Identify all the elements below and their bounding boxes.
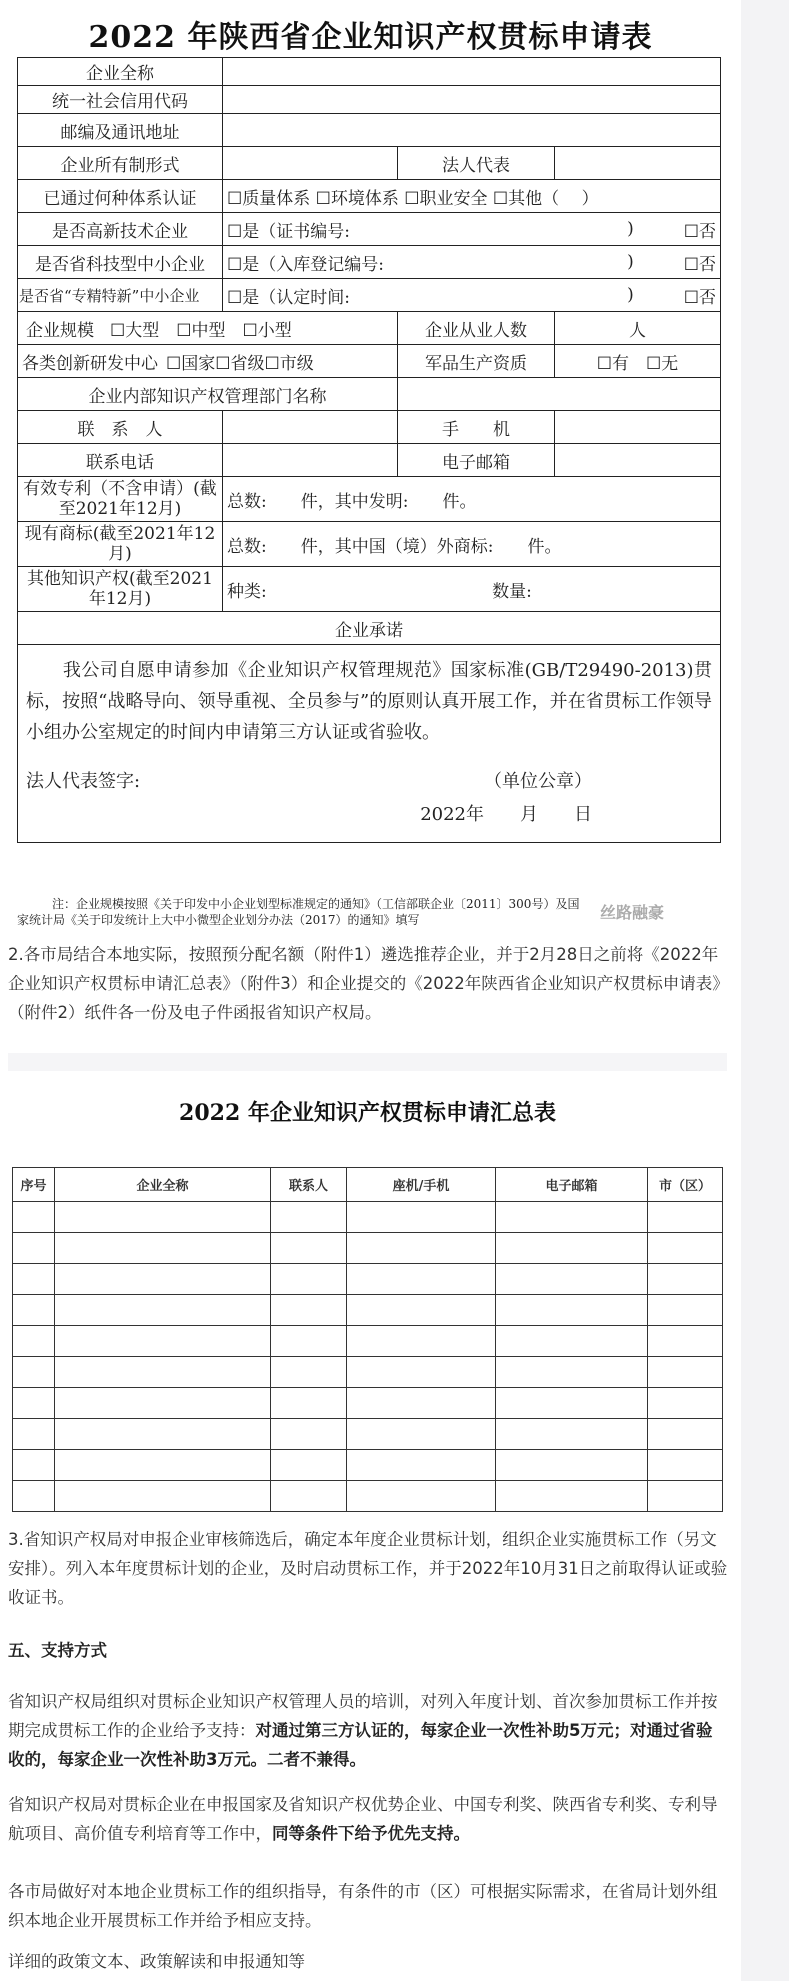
trademark-label: 现有商标(截至2021年12月) [18, 522, 223, 567]
table-row [13, 1326, 723, 1357]
special-close: ) [627, 285, 634, 305]
email-cell [555, 444, 721, 477]
sme-yes: ☐是（入库登记编号: [227, 254, 384, 275]
contact-cell [223, 411, 398, 444]
paragraph-5a-bold: 对通过第三方认证的，每家企业一次性补助5万元；对通过省验收的，每家企业一次性补助3万元。二者不兼得。 [8, 1721, 713, 1769]
paragraph-5c: 各市局做好对本地企业贯标工作的组织指导，有条件的市（区）可根据实际需求，在省局计划外组织本地企业开展贯标工作并给予相应支持。 [8, 1882, 718, 1930]
paragraph-5b-bold: 同等条件下给予优先支持。 [272, 1824, 470, 1843]
sme-no: ☐否 [683, 254, 716, 275]
employees-label: 企业从业人数 [398, 312, 555, 345]
paragraph-2: 2.各市局结合本地实际，按照预分配名额（附件1）遴选推荐企业，并于2月28日之前将《2022年企业知识产权贯标申请汇总表》（附件3）和企业提交的《2022年陕西省企业知识产权贯标申请表》（附件2）纸件各一份及电子件函报省知识产权局。 [8, 945, 721, 1022]
rd-options: ☐国家☐省级☐市级 [166, 353, 314, 374]
date-label: 2022年 月 日 [420, 804, 592, 825]
paragraph-5b-text: 省知识产权局对贯标企业在申报国家及省知识产权优势企业、中国专利奖、陕西省专利奖、专利导航项目、高价值专利培育等工作中， [8, 1795, 718, 1843]
promise-text: 我公司自愿申请参加《企业知识产权管理规范》国家标准(GB/T29490-2013)贯标，按照“战略导向、领导重视、全员参与”的原则认真开展工作，并在省贯标工作领导小组办公室规定的时间内申请第三方认证或省验收。 [26, 660, 712, 743]
summary-header-city: 市（区） [648, 1168, 723, 1202]
military-label: 军品生产资质 [398, 345, 555, 378]
seal-label: （单位公章） [484, 771, 592, 792]
credit-code-label: 统一社会信用代码 [18, 86, 223, 114]
ip-dept-cell [398, 378, 721, 411]
hightech-options [223, 213, 721, 246]
military-options: ☐有 ☐无 [555, 345, 721, 378]
section-heading-5: 五、支持方式 [8, 1641, 107, 1660]
sme-close: ) [627, 252, 634, 272]
paragraph-3: 3.省知识产权局对申报企业审核筛选后，确定本年度企业贯标计划，组织企业实施贯标工作（另文安排）。列入本年度贯标计划的企业，及时启动贯标工作，并于2022年10月31日之前取得认证或验收证书。 [8, 1530, 728, 1607]
mobile-cell [555, 411, 721, 444]
table-row [13, 1388, 723, 1419]
ip-dept-label: 企业内部知识产权管理部门名称 [18, 378, 398, 411]
patents-label: 有效专利（不含申请）(截至2021年12月) [18, 477, 223, 522]
scale-label: 企业规模 [26, 320, 94, 341]
form-note: 注：企业规模按照《关于印发中小企业划型标准规定的通知》（工信部联企业〔2011〕300号）及国 [52, 897, 580, 911]
company-name-label: 企业全称 [18, 58, 223, 86]
sme-label: 是否省科技型中小企业 [18, 246, 223, 279]
form-note-continued: 家统计局《关于印发统计上大中小微型企业划分办法（2017）的通知》填写 [17, 913, 420, 927]
summary-header-seq: 序号 [13, 1168, 55, 1202]
scale-options: ☐大型 ☐中型 ☐小型 [110, 320, 292, 341]
summary-table-image [8, 1053, 727, 1516]
hightech-label: 是否高新技术企业 [18, 213, 223, 246]
table-row [13, 1450, 723, 1481]
other-ip-label: 其他知识产权(截至2021年12月) [18, 567, 223, 612]
summary-header-company: 企业全称 [55, 1168, 271, 1202]
rd-cell [18, 345, 398, 378]
phone-cell [223, 444, 398, 477]
phone-label: 联系电话 [18, 444, 223, 477]
promise-title: 企业承诺 [18, 612, 721, 645]
sme-options [223, 246, 721, 279]
special-label: 是否省“专精特新”中小企业 [18, 279, 223, 312]
company-name-cell [223, 58, 721, 86]
table-row [13, 1357, 723, 1388]
email-label: 电子邮箱 [398, 444, 555, 477]
other-ip-kind: 种类: [227, 581, 267, 602]
other-ip-cell [223, 567, 721, 612]
patents-value: 总数: 件，其中发明: 件。 [223, 477, 721, 522]
form-title: 2022 年陕西省企业知识产权贯标申请表 [88, 20, 653, 55]
legal-rep-cell [555, 147, 721, 180]
hightech-close: ) [627, 219, 634, 239]
table-row [13, 1264, 723, 1295]
sign-label: 法人代表签字: [26, 771, 141, 792]
summary-table [12, 1167, 723, 1512]
address-label: 邮编及通讯地址 [18, 114, 223, 147]
paragraph-last: 详细的政策文本、政策解读和申报通知等 [8, 1952, 305, 1971]
paragraph-5a-text: 省知识产权局组织对贯标企业知识产权管理人员的培训，对列入年度计划、首次参加贯标工作并按期完成贯标工作的企业给予支持： [8, 1692, 718, 1740]
special-options [223, 279, 721, 312]
hightech-no: ☐否 [683, 221, 716, 242]
cert-options: ☐质量体系 ☐环境体系 ☐职业安全 ☐其他（ ） [223, 180, 721, 213]
summary-header-email: 电子邮箱 [496, 1168, 648, 1202]
special-no: ☐否 [683, 287, 716, 308]
table-row [13, 1233, 723, 1264]
special-yes: ☐是（认定时间: [227, 287, 350, 308]
credit-code-cell [223, 86, 721, 114]
summary-header-row [13, 1168, 723, 1202]
application-form-table [17, 57, 721, 843]
other-ip-qty: 数量: [492, 581, 532, 602]
contact-label: 联 系 人 [18, 411, 223, 444]
promise-cell [18, 645, 721, 843]
rd-label: 各类创新研发中心 [22, 353, 158, 374]
summary-header-contact: 联系人 [271, 1168, 347, 1202]
ownership-label: 企业所有制形式 [18, 147, 223, 180]
watermark: 丝路融豪 [600, 903, 665, 922]
scale-cell [18, 312, 398, 345]
paragraph-5b [8, 1790, 728, 1848]
cert-label: 已通过何种体系认证 [18, 180, 223, 213]
mobile-label: 手 机 [398, 411, 555, 444]
legal-rep-label: 法人代表 [398, 147, 555, 180]
employees-unit: 人 [555, 312, 721, 345]
summary-header-phone: 座机/手机 [347, 1168, 496, 1202]
hightech-yes: ☐是（证书编号: [227, 221, 350, 242]
table-row [13, 1481, 723, 1512]
table-row [13, 1295, 723, 1326]
ownership-cell [223, 147, 398, 180]
address-cell [223, 114, 721, 147]
table-row [13, 1202, 723, 1233]
summary-title: 2022 年企业知识产权贯标申请汇总表 [179, 1100, 556, 1126]
trademark-value: 总数: 件，其中国（境）外商标: 件。 [223, 522, 721, 567]
paragraph-5a [8, 1687, 728, 1774]
table-row [13, 1419, 723, 1450]
